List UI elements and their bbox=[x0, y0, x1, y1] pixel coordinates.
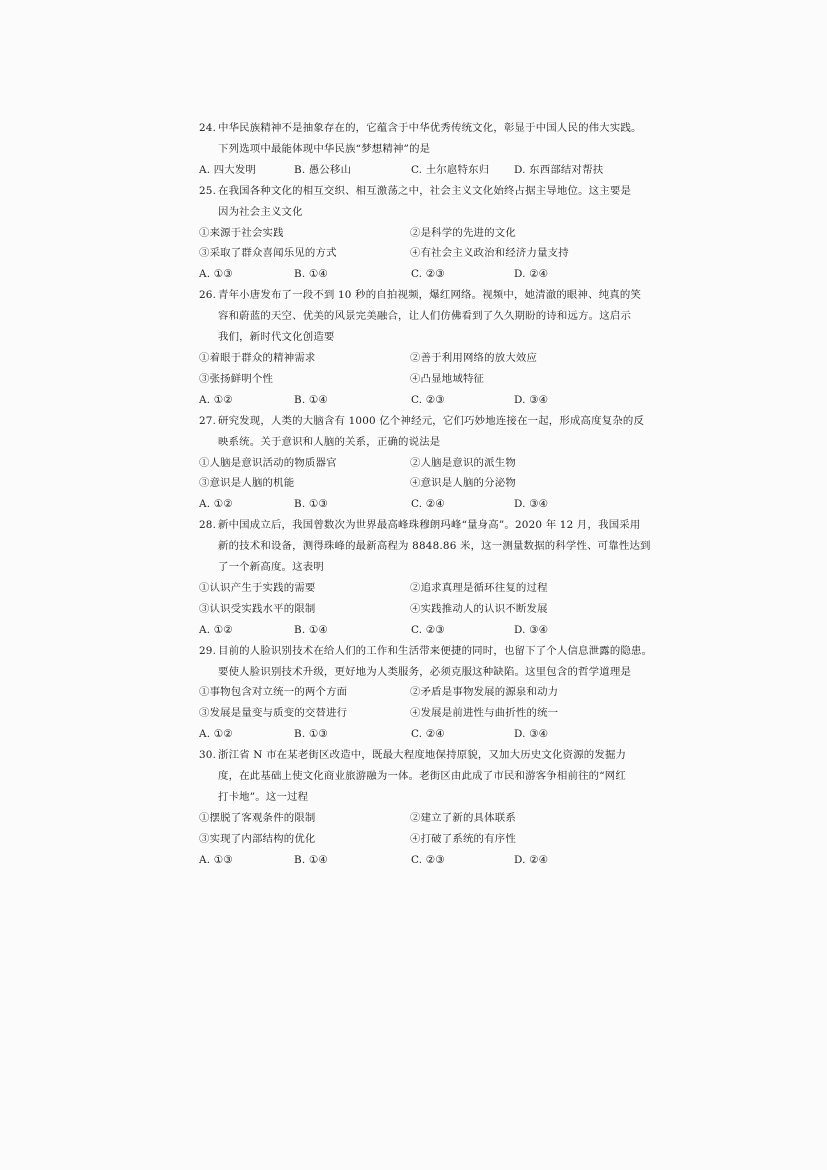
answer-choice: D. ③④ bbox=[514, 498, 549, 511]
question-29 bbox=[199, 641, 659, 746]
statement-item: ①着眼于群众的精神需求 bbox=[199, 351, 316, 364]
answer-choice: A. ①② bbox=[199, 623, 233, 636]
question-30 bbox=[199, 745, 659, 870]
question-stem bbox=[199, 411, 659, 453]
statement-item: ②善于利用网络的放大效应 bbox=[410, 351, 538, 364]
question-24 bbox=[199, 118, 659, 181]
question-27 bbox=[199, 411, 659, 516]
answer-choice: B. ①③ bbox=[294, 498, 328, 511]
answer-choice: A. ①② bbox=[199, 728, 233, 741]
stem-line: 映系统。关于意识和人脑的关系，正确的说法是 bbox=[218, 435, 441, 448]
question-number: 26. bbox=[199, 289, 217, 302]
stem-line: 新中国成立后，我国曾数次为世界最高峰珠穆朗玛峰“量身高”。2020 年 12 月，我国采用 bbox=[218, 519, 641, 532]
question-number: 27. bbox=[199, 414, 217, 427]
statement-item: ①摆脱了客观条件的限制 bbox=[199, 811, 316, 824]
answer-choice: A. ①③ bbox=[199, 268, 233, 281]
question-stem bbox=[199, 745, 659, 808]
statement-item: ④意识是人脑的分泌物 bbox=[410, 477, 516, 490]
statement-item: ④实践推动人的认识不断发展 bbox=[410, 602, 548, 615]
statement-item: ①认识产生于实践的需要 bbox=[199, 581, 316, 594]
answer-choice: A. ①③ bbox=[199, 853, 233, 866]
answer-choice: C. ②③ bbox=[411, 623, 445, 636]
statement-options bbox=[199, 453, 659, 495]
statement-item: ②建立了新的具体联系 bbox=[410, 811, 516, 824]
statement-item: ③意识是人脑的机能 bbox=[199, 477, 295, 490]
stem-line: 打卡地”。这一过程 bbox=[218, 791, 309, 803]
answer-choice: C. ②③ bbox=[411, 268, 445, 281]
question-number: 29. bbox=[199, 644, 217, 657]
answer-choice: B. ①④ bbox=[294, 853, 328, 866]
answer-choice: D. ③④ bbox=[514, 623, 549, 636]
question-stem bbox=[199, 118, 659, 160]
question-stem bbox=[199, 515, 659, 578]
stem-line: 我们，新时代文化创造要 bbox=[218, 331, 335, 344]
question-number: 30. bbox=[199, 749, 217, 762]
answer-choices bbox=[199, 390, 659, 411]
statement-options bbox=[199, 808, 659, 850]
question-list bbox=[199, 118, 659, 871]
statement-item: ③采取了群众喜闻乐见的方式 bbox=[199, 247, 337, 260]
question-stem bbox=[199, 641, 659, 683]
answer-choice: D. ②④ bbox=[514, 268, 549, 281]
answer-choice: A. 四大发明 bbox=[199, 163, 257, 176]
statement-item: ①人脑是意识活动的物质器官 bbox=[199, 456, 337, 469]
stem-line: 因为社会主义文化 bbox=[218, 205, 303, 218]
question-number: 24. bbox=[199, 122, 217, 134]
statement-item: ④有社会主义政治和经济力量支持 bbox=[410, 247, 569, 260]
statement-options bbox=[199, 578, 659, 620]
statement-item: ①来源于社会实践 bbox=[199, 226, 284, 239]
answer-choice: B. ①④ bbox=[294, 268, 328, 281]
answer-choice: C. ②④ bbox=[411, 728, 445, 741]
answer-choices bbox=[199, 620, 659, 641]
answer-choice: D. ③④ bbox=[514, 728, 549, 741]
stem-line: 容和蔚蓝的天空、优美的风景完美融合，让人们仿佛看到了久久期盼的诗和远方。这启示 bbox=[218, 310, 632, 323]
answer-choice: C. ②③ bbox=[411, 853, 445, 866]
statement-item: ③张扬鲜明个性 bbox=[199, 372, 274, 385]
answer-choice: A. ①② bbox=[199, 498, 233, 511]
answer-choices bbox=[199, 850, 659, 871]
answer-choice: D. ③④ bbox=[514, 393, 549, 406]
stem-line: 浙江省 N 市在某老街区改造中，既最大程度地保持原貌，又加大历史文化资源的发掘力 bbox=[218, 749, 627, 762]
statement-item: ②矛盾是事物发展的源泉和动力 bbox=[410, 686, 559, 699]
stem-line: 研究发现，人类的大脑含有 1000 亿个神经元，它们巧妙地连接在一起，形成高度复杂的反 bbox=[218, 414, 645, 427]
answer-choice: B. ①④ bbox=[294, 623, 328, 636]
question-stem bbox=[199, 181, 659, 223]
answer-choices bbox=[199, 264, 659, 285]
answer-choice: C. ②③ bbox=[411, 393, 445, 406]
statement-item: ②是科学的先进的文化 bbox=[410, 226, 516, 239]
statement-item: ④发展是前进性与曲折性的统一 bbox=[410, 707, 559, 720]
stem-line: 下列选项中最能体现中华民族“梦想精神”的是 bbox=[218, 142, 431, 155]
question-25 bbox=[199, 181, 659, 286]
statement-item: ②人脑是意识的派生物 bbox=[410, 456, 516, 469]
stem-line: 在我国各种文化的相互交织、相互激荡之中，社会主义文化始终占据主导地位。这主要是 bbox=[218, 184, 632, 197]
stem-line: 了一个新高度。这表明 bbox=[218, 561, 324, 574]
statement-item: ①事物包含对立统一的两个方面 bbox=[199, 686, 348, 699]
stem-line: 中华民族精神不是抽象存在的，它蕴含于中华优秀传统文化，彰显于中国人民的伟大实践。 bbox=[218, 122, 642, 134]
answer-choice: C. 土尔扈特东归 bbox=[411, 163, 490, 176]
stem-line: 目前的人脸识别技术在给人们的工作和生活带来便捷的同时，也留下了个人信息泄露的隐患。 bbox=[218, 644, 653, 657]
answer-choice: B. ①④ bbox=[294, 393, 328, 406]
answer-choice: D. 东西部结对帮扶 bbox=[514, 163, 604, 176]
answer-choice: B. 愚公移山 bbox=[294, 163, 352, 176]
statement-item: ④凸显地域特征 bbox=[410, 372, 485, 385]
statement-options bbox=[199, 348, 659, 390]
statement-item: ③发展是量变与质变的交替进行 bbox=[199, 707, 348, 720]
stem-line: 要使人脸识别技术升级，更好地为人类服务，必须克服这种缺陷。这里包含的哲学道理是 bbox=[218, 665, 632, 678]
answer-choices bbox=[199, 724, 659, 745]
question-28 bbox=[199, 515, 659, 640]
statement-item: ④打破了系统的有序性 bbox=[410, 832, 516, 845]
question-number: 28. bbox=[199, 519, 217, 532]
statement-options bbox=[199, 682, 659, 724]
stem-line: 青年小唐发布了一段不到 10 秒的自拍视频，爆红网络。视频中，她清澈的眼神、纯真的笑 bbox=[218, 289, 642, 302]
statement-options bbox=[199, 223, 659, 265]
statement-item: ③实现了内部结构的优化 bbox=[199, 832, 316, 845]
question-stem bbox=[199, 285, 659, 348]
answer-choices bbox=[199, 160, 659, 181]
stem-line: 新的技术和设备，测得珠峰的最新高程为 8848.86 米，这一测量数据的科学性、可靠性达到 bbox=[218, 540, 651, 553]
stem-line: 度，在此基础上使文化商业旅游融为一体。老街区由此成了市民和游客争相前往的“网红 bbox=[218, 770, 626, 783]
answer-choice: B. ①③ bbox=[294, 728, 328, 741]
statement-item: ③认识受实践水平的限制 bbox=[199, 602, 316, 615]
statement-item: ②追求真理是循环往复的过程 bbox=[410, 581, 548, 594]
answer-choice: C. ②④ bbox=[411, 498, 445, 511]
question-26 bbox=[199, 285, 659, 410]
answer-choice: D. ②④ bbox=[514, 853, 549, 866]
answer-choices bbox=[199, 494, 659, 515]
answer-choice: A. ①② bbox=[199, 393, 233, 406]
question-number: 25. bbox=[199, 184, 217, 197]
